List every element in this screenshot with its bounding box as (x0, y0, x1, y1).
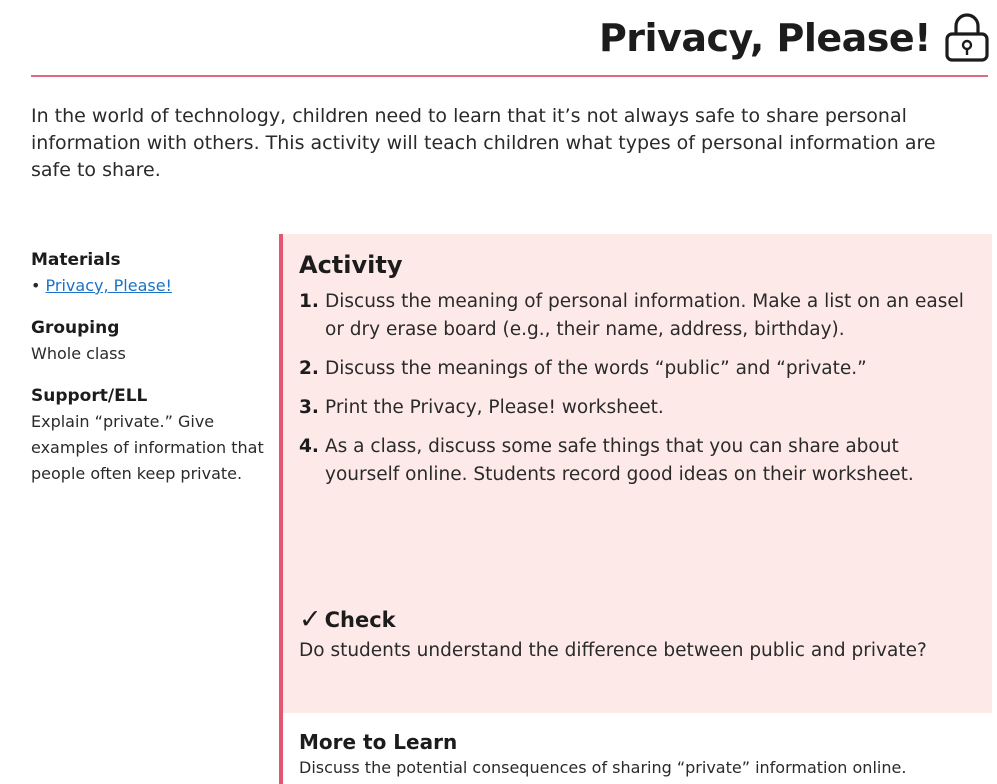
step-text: Print the Privacy, Please! worksheet. (325, 397, 664, 418)
step-number: 2. (299, 358, 319, 379)
check-question: Do students understand the difference between public and private? (299, 640, 927, 661)
step-text: Discuss the meaning of personal information. Make a list on an easel or dry erase board (e.g., their name, address, birthday). (325, 291, 964, 340)
step-item (299, 355, 974, 383)
intro-paragraph: In the world of technology, children need to learn that it’s not always safe to share personal information with others. This activity will teach children what types of personal information are safe to share. (31, 105, 936, 181)
page-title: Privacy, Please! (598, 16, 931, 60)
step-item (299, 433, 974, 489)
grouping-text: Whole class (31, 344, 126, 363)
support-section (31, 383, 271, 487)
step-item (299, 288, 974, 344)
worksheet-link[interactable]: Privacy, Please! (45, 276, 172, 295)
support-heading: Support/ELL (31, 386, 148, 406)
grouping-section (31, 315, 271, 367)
sidebar (31, 247, 271, 503)
step-text: As a class, discuss some safe things that you can share about yourself online. Students record good ideas on their worksheet. (325, 436, 914, 485)
step-number: 3. (299, 397, 319, 418)
lock-icon (944, 12, 990, 62)
materials-heading: Materials (31, 250, 121, 270)
step-number: 1. (299, 291, 319, 312)
grouping-heading: Grouping (31, 318, 120, 338)
step-number: 4. (299, 436, 319, 457)
check-heading (299, 603, 396, 637)
bullet: • (31, 276, 41, 295)
more-accent-bar (279, 713, 283, 784)
step-item (299, 394, 974, 422)
check-heading-label: Check (324, 608, 396, 632)
step-text: Discuss the meanings of the words “public” and “private.” (325, 358, 867, 379)
materials-item (31, 273, 271, 299)
checkmark-icon: ✓ (299, 604, 322, 635)
header-divider (31, 75, 988, 77)
more-text: Discuss the potential consequences of sharing “private” information online. (299, 758, 907, 777)
support-text: Explain “private.” Give examples of information that people often keep private. (31, 412, 264, 483)
activity-heading: Activity (299, 251, 403, 279)
activity-steps (299, 288, 974, 500)
materials-section (31, 247, 271, 299)
more-heading: More to Learn (299, 730, 458, 754)
